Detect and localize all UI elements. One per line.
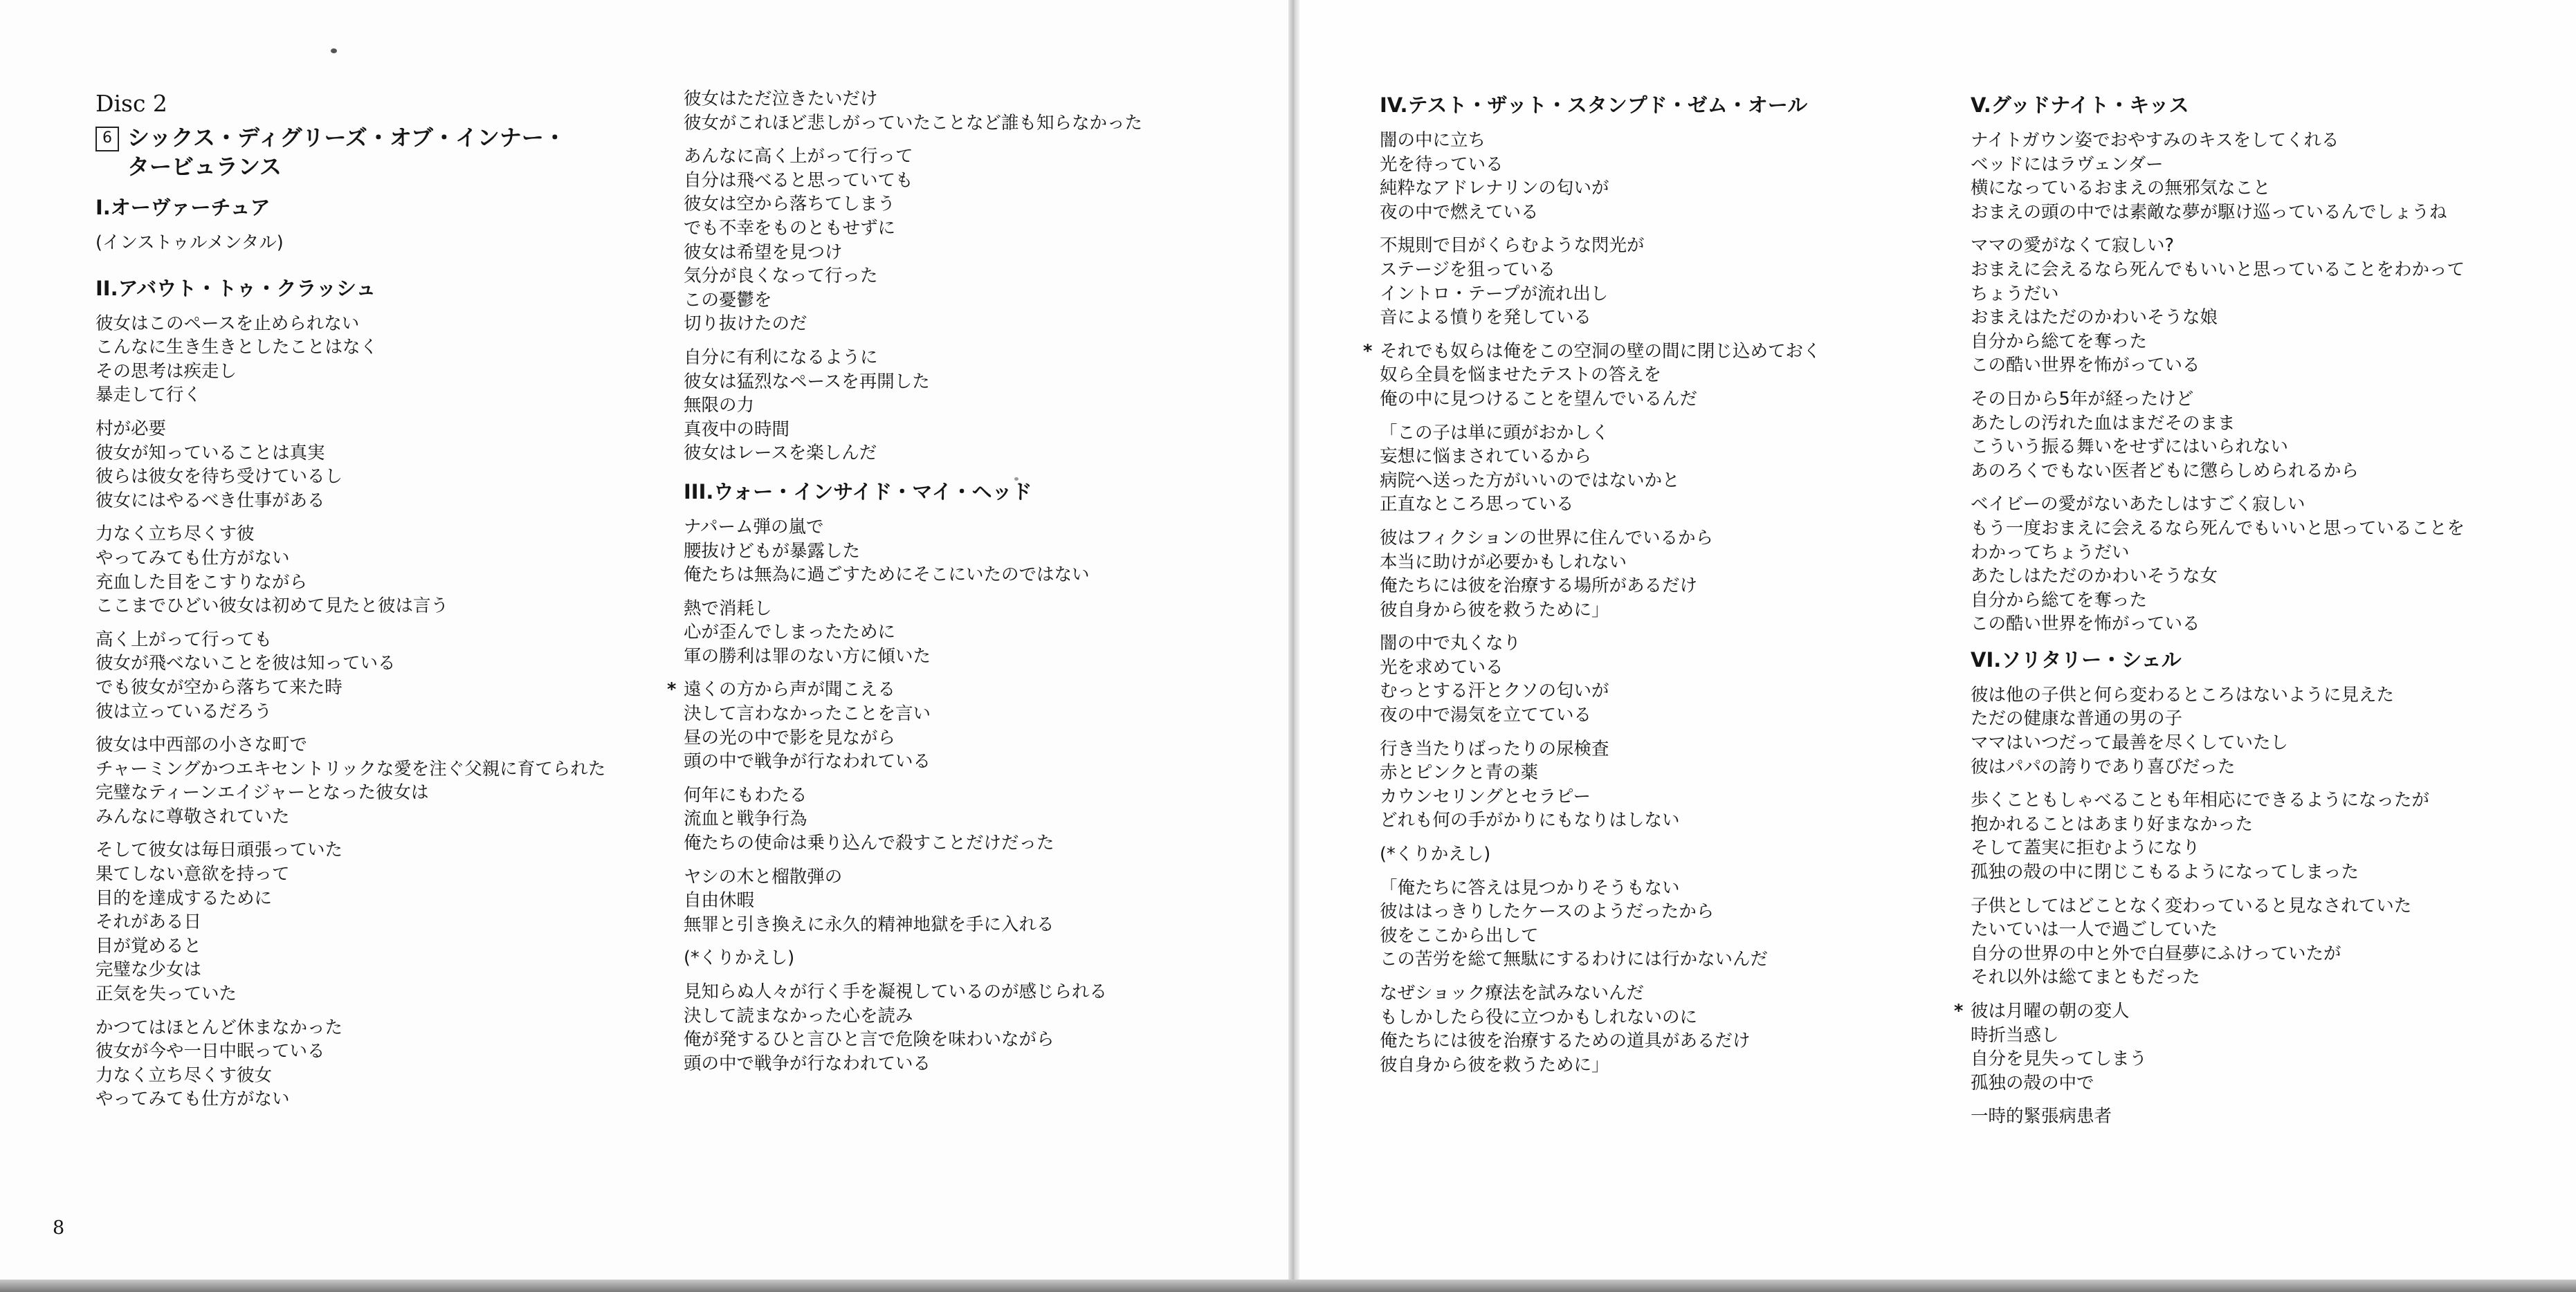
lyric-line: それ以外は総てまともだった [1971, 967, 2200, 988]
lyric-line: 彼は他の子供と何ら変わるところはないように見えた [1971, 684, 2395, 705]
lyric-line: 自分から総てを奪った [1971, 331, 2148, 352]
lyric-line: 流血と戦争行為 [684, 809, 807, 830]
lyric-line: 村が必要 [95, 418, 167, 439]
lyric-line: あんなに高く上がって行って [684, 146, 913, 167]
track-title-line: タービュランス [127, 154, 282, 180]
section-title: II.アバウト・トゥ・クラッシュ [95, 276, 376, 300]
lyric-line: 光を求めている [1380, 656, 1504, 678]
lyric-line: 頭の中で戦争が行なわれている [684, 751, 931, 773]
lyric-line: もう一度おまえに会えるなら死んでもいいと思っていることを [1971, 517, 2465, 539]
lyric-line: 俺が発するひと言ひと言で危険を味わいながら [684, 1029, 1054, 1051]
lyric-line: ナパーム弾の嵐で [684, 516, 824, 537]
lyric-line: 目的を達成するために [95, 887, 273, 909]
stanza [1380, 981, 1919, 1077]
lyric-line: 彼女はこのペースを止められない [95, 313, 360, 334]
lyric-line: おまえの頭の中では素敵な夢が駆け巡っているんでしょうね [1971, 201, 2447, 223]
lyric-line: 孤独の殻の中に閉じこもるようになってしまった [1971, 862, 2359, 883]
lyric-line: 彼をここから出して [1380, 925, 1539, 946]
lyric-line: それがある日 [95, 912, 202, 933]
lyric-line: 何年にもわたる [684, 784, 807, 806]
stanza [684, 980, 1223, 1076]
stanza [95, 417, 635, 513]
lyric-line: ただの健康な普通の男の子 [1971, 708, 2183, 730]
lyric-line: 本当に助けが必要かもしれない [1380, 551, 1627, 573]
stanza [95, 628, 635, 723]
stanza [1971, 999, 2538, 1095]
lyric-line: 彼女は空から落ちてしまう [684, 194, 895, 215]
lyric-line: 彼ははっきりしたケースのようだったから [1380, 901, 1715, 923]
lyrics [684, 87, 1223, 465]
stanza [684, 678, 1223, 773]
lyric-line: * 彼は月曜の朝の変人 [1971, 999, 2538, 1024]
booklet-spine [1288, 0, 1299, 1292]
lyric-line: おまえはただのかわいそうな娘 [1971, 307, 2218, 329]
stanza [684, 346, 1223, 465]
lyric-line: 自分を見失ってしまう [1971, 1049, 2148, 1070]
lyric-line: 頭の中で戦争が行なわれている [684, 1053, 931, 1074]
lyric-line: 「この子は単に頭がおかしく [1380, 422, 1609, 443]
lyric-line: 彼女が知っていることは真実 [95, 442, 325, 463]
lyric-line: あたしはただのかわいそうな女 [1971, 566, 2218, 587]
stanza [684, 515, 1223, 587]
lyric-line: 彼女が飛べないことを彼は知っている [95, 653, 396, 674]
lyric-line: 自分は飛べると思っていても [684, 169, 913, 191]
lyric-line: 力なく立ち尽くす彼女 [95, 1064, 273, 1086]
stanza [95, 733, 635, 829]
lyrics [1971, 683, 2538, 1129]
track-title-line: シックス・ディグリーズ・オブ・インナー・ [127, 124, 566, 151]
stanza [1380, 876, 1919, 972]
track-title [95, 123, 635, 181]
stanza [1971, 683, 2538, 779]
lyric-line: その日から5年が経ったけど [1971, 388, 2194, 409]
stanza [1380, 842, 1919, 867]
stanza [95, 522, 635, 618]
stanza [684, 946, 1223, 970]
section-title: I.オーヴァーチュア [95, 196, 271, 219]
lyric-line: 心が歪んでしまったために [684, 622, 896, 643]
lyric-line: かつてはほとんど休まなかった [95, 1017, 343, 1038]
lyric-line: むっとする汗とクソの匂いが [1380, 681, 1609, 702]
lyric-line: ママの愛がなくて寂しい? [1971, 235, 2175, 257]
lyric-line: 正直なところ思っている [1380, 494, 1574, 515]
lyric-line: 力なく立ち尽くす彼 [95, 524, 255, 545]
lyric-line: 完璧な少女は [95, 959, 202, 981]
lyric-line: (*くりかえし) [684, 948, 795, 969]
lyric-line: 俺の中に見つけることを望んでいるんだ [1380, 388, 1698, 409]
section-title: VI.ソリタリー・シェル [1971, 647, 2182, 672]
section-title: IV.テスト・ザット・スタンプド・ゼム・オール [1380, 93, 1808, 117]
lyric-line: おまえに会えるなら死んでもいいと思っていることをわかって [1971, 259, 2465, 280]
lyric-line: 俺たちの使命は乗り込んで殺すことだけだった [684, 833, 1054, 854]
lyric-line: そして蓋実に拒むようになり [1971, 838, 2200, 859]
lyric-line: 行き当たりばったりの尿検査 [1380, 738, 1609, 759]
lyric-line: 正気を失っていた [95, 984, 237, 1005]
lyric-line: (*くりかえし) [1380, 844, 1491, 865]
lyric-line: この憂鬱を [684, 289, 772, 311]
lyric-line: 彼らは彼女を待ち受けているし [95, 466, 343, 488]
scan-speck [331, 48, 337, 53]
lyric-line: 孤独の殻の中で [1971, 1072, 2094, 1093]
section-title: III.ウォー・インサイド・マイ・ヘッド [684, 479, 1032, 504]
lyric-line: この酷い世界を怖がっている [1971, 355, 2200, 376]
lyric-line: 俺たちには彼を治療する場所があるだけ [1380, 575, 1698, 597]
stanza [1971, 788, 2538, 884]
lyric-line: そして彼女は毎日頑張っていた [95, 840, 343, 861]
lyric-line: 彼自身から彼を救うために」 [1380, 599, 1609, 620]
lyric-line: 純粋なアドレナリンの匂いが [1380, 178, 1609, 199]
lyric-line: 果てしない意欲を持って [95, 864, 290, 885]
lyric-line: 目が覚めると [95, 935, 202, 957]
lyric-line: こういう振る舞いをせずにはいられない [1971, 436, 2289, 458]
lyric-line: 軍の勝利は罪のない方に傾いた [684, 645, 931, 667]
lyric-line: あたしの汚れた血はまだそのまま [1971, 412, 2236, 434]
section-note: (インストゥルメンタル) [95, 232, 284, 253]
stanza [1971, 387, 2538, 483]
lyric-line: ママはいつだって最善を尽くしていたし [1971, 732, 2289, 754]
lyric-line: 気分が良くなって行った [684, 266, 878, 287]
lyric-line: 時折当惑し [1971, 1024, 2059, 1046]
lyric-line: 子供としてはどことなく変わっていると見なされていた [1971, 895, 2412, 916]
lyric-line: ヤシの木と榴散弾の [684, 866, 843, 887]
lyric-line: イントロ・テープが流れ出し [1380, 283, 1609, 304]
lyric-line: * 遠くの方から声が聞こえる [684, 678, 1223, 702]
lyric-line: 夜の中で燃えている [1380, 201, 1539, 223]
lyric-line: 自分に有利になるように [684, 347, 878, 368]
lyric-line: 決して言わなかったことを言い [684, 703, 931, 725]
lyric-line: 光を待っている [1380, 154, 1504, 175]
track-number-badge: 6 [95, 127, 119, 151]
lyric-line: ちょうだい [1971, 283, 2059, 304]
stanza [684, 597, 1223, 669]
lyric-line: 暴走して行く [95, 385, 202, 406]
lyric-line: 奴ら全員を悩ませたテストの答えを [1380, 364, 1661, 386]
stanza [1380, 737, 1919, 833]
lyric-line: 彼女はレースを楽しんだ [684, 443, 877, 464]
lyrics [1971, 129, 2538, 636]
page-number: 8 [53, 1217, 65, 1239]
lyric-line: でも不幸をものともせずに [684, 217, 896, 239]
lyric-line: 腰抜けどもが暴露した [684, 540, 861, 562]
stanza [1971, 129, 2538, 224]
lyric-line: 不規則で目がくらむような閃光が [1380, 235, 1645, 257]
stanza [684, 145, 1223, 336]
lyric-line: * それでも奴らは俺をこの空洞の壁の間に閉じ込めておく [1380, 340, 1919, 364]
lyric-line: 病院へ送った方がいいのではないかと [1380, 470, 1680, 491]
stanza [1971, 234, 2538, 378]
lyric-line: でも彼女が空から落ちて来た時 [95, 676, 342, 698]
lyrics [684, 515, 1223, 1076]
scan-bottom-edge [0, 1280, 2576, 1292]
lyric-line: 彼女が今や一日中眠っている [95, 1041, 325, 1062]
lyrics [95, 312, 635, 1111]
lyric-line: 彼女は中西部の小さな町で [95, 735, 308, 756]
lyric-line: 俺たちは無為に過ごすためにそこにいたのではない [684, 564, 1090, 586]
lyric-line: 一時的緊張病患者 [1971, 1106, 2112, 1127]
lyric-line: ここまでひどい彼女は初めて見たと彼は言う [95, 596, 449, 617]
section-title: V.グッドナイト・キッス [1971, 93, 2189, 117]
lyric-line: 昼の光の中で影を見ながら [684, 727, 896, 748]
lyric-line: 音による憤りを発している [1380, 307, 1592, 329]
lyric-line: やってみても仕方がない [95, 547, 290, 569]
lyric-line: どれも何の手がかりにもなりはしない [1380, 810, 1680, 831]
lyric-line: なぜショック療法を試みないんだ [1380, 983, 1644, 1004]
lyric-line: ベイビーの愛がないあたしはすごく寂しい [1971, 494, 2305, 515]
lyric-line: 抱かれることはあまり好まなかった [1971, 813, 2254, 835]
lyric-line: 高く上がって行っても [95, 629, 273, 650]
lyric-line: 妄想に悩まされているから [1380, 446, 1592, 468]
track-title-text [127, 123, 566, 181]
lyric-line: 彼は立っているだろう [95, 701, 273, 722]
lyric-line: 夜の中で湯気を立てている [1380, 705, 1592, 726]
lyric-line: 彼女にはやるべき仕事がある [95, 490, 325, 511]
lyric-line: 歩くこともしゃべることも年相応にできるようになったが [1971, 790, 2430, 811]
stanza [1971, 894, 2538, 990]
lyric-line: 彼女は猛烈なペースを再開した [684, 371, 930, 392]
disc-label: Disc 2 [95, 90, 167, 117]
stanza [1380, 631, 1919, 727]
lyric-line: たいていは一人で過ごしていた [1971, 919, 2218, 941]
stanza [95, 312, 635, 407]
lyric-line: 彼女はただ泣きたいだけ [684, 89, 878, 109]
lyric-line: みんなに尊敬されていた [95, 806, 290, 827]
lyric-line: 彼はフィクションの世界に住んでいるから [1380, 527, 1713, 548]
lyric-line: 自分から総てを奪った [1971, 589, 2148, 611]
lyric-line: 充血した目をこすりながら [95, 571, 308, 593]
lyric-line: カウンセリングとセラピー [1380, 786, 1591, 807]
stanza [1380, 234, 1919, 329]
lyric-line: チャーミングかつエキセントリックな愛を注ぐ父親に育てられた [95, 758, 606, 779]
lyric-line: ステージを狙っている [1380, 259, 1555, 280]
lyric-line: あのろくでもない医者どもに懲らしめられるから [1971, 460, 2359, 481]
stanza [1380, 526, 1919, 622]
lyric-line: 真夜中の時間 [684, 418, 790, 440]
lyric-line: 彼自身から彼を救うために」 [1380, 1054, 1609, 1076]
stanza [95, 1016, 635, 1111]
lyric-line: 俺たちには彼を治療するための道具があるだけ [1380, 1031, 1751, 1052]
lyric-line: 「俺たちに答えは見つかりそうもない [1380, 877, 1680, 898]
lyric-line: 完璧なティーンエイジャーとなった彼女は [95, 782, 429, 804]
column-1 [95, 82, 635, 1121]
lyric-line: 横になっているおまえの無邪気なこと [1971, 178, 2271, 199]
lyric-line: こんなに生き生きとしたことはなく [95, 337, 378, 358]
lyric-line: ナイトガウン姿でおやすみのキスをしてくれる [1971, 130, 2339, 151]
stanza [1380, 129, 1919, 224]
lyric-line: 無限の力 [684, 395, 755, 416]
stanza [95, 838, 635, 1006]
lyric-line: 彼女は希望を見つけ [684, 241, 843, 263]
lyric-line: この苦労を総て無駄にするわけには行かないんだ [1380, 949, 1769, 970]
lyric-line: 彼女がこれほど悲しがっていたことなど誰も知らなかった [684, 112, 1143, 133]
stanza [1971, 1105, 2538, 1129]
column-3 [1380, 86, 1919, 1087]
lyric-line: 無罪と引き換えに永久的精神地獄を手に入れる [684, 914, 1054, 935]
lyrics [1380, 129, 1919, 1077]
lyric-line: 彼はパパの誇りであり喜びだった [1971, 756, 2236, 777]
lyric-line: その思考は疾走し [95, 360, 237, 382]
lyric-line: 熱で消耗し [684, 598, 772, 619]
stanza [684, 784, 1223, 856]
stanza [1380, 340, 1919, 412]
lyric-line: もしかしたら役に立つかもしれないのに [1380, 1006, 1698, 1028]
stanza [1380, 421, 1919, 517]
stanza [684, 87, 1223, 135]
lyric-line: 自由休暇 [684, 890, 755, 912]
lyric-line: 切り抜けたのだ [684, 313, 807, 335]
lyric-line: この酷い世界を怖がっている [1971, 613, 2200, 635]
stanza [684, 865, 1223, 937]
lyric-line: わかってちょうだい [1971, 542, 2130, 563]
lyric-line: 赤とピンクと青の薬 [1380, 762, 1538, 784]
stanza [1971, 492, 2538, 636]
column-4 [1971, 86, 2538, 1138]
lyric-line: ベッドにはラヴェンダー [1971, 154, 2164, 175]
column-2 [684, 87, 1223, 1085]
lyric-line: 決して読まなかった心を読み [684, 1005, 913, 1026]
lyric-line: 闇の中で丸くなり [1380, 633, 1522, 654]
lyric-line: 闇の中に立ち [1380, 130, 1486, 151]
lyric-line: 見知らぬ人々が行く手を凝視しているのが感じられる [684, 981, 1108, 1002]
lyric-line: 自分の世界の中と外で白昼夢にふけっていたが [1971, 943, 2341, 964]
lyric-line: やってみても仕方がない [95, 1089, 290, 1110]
